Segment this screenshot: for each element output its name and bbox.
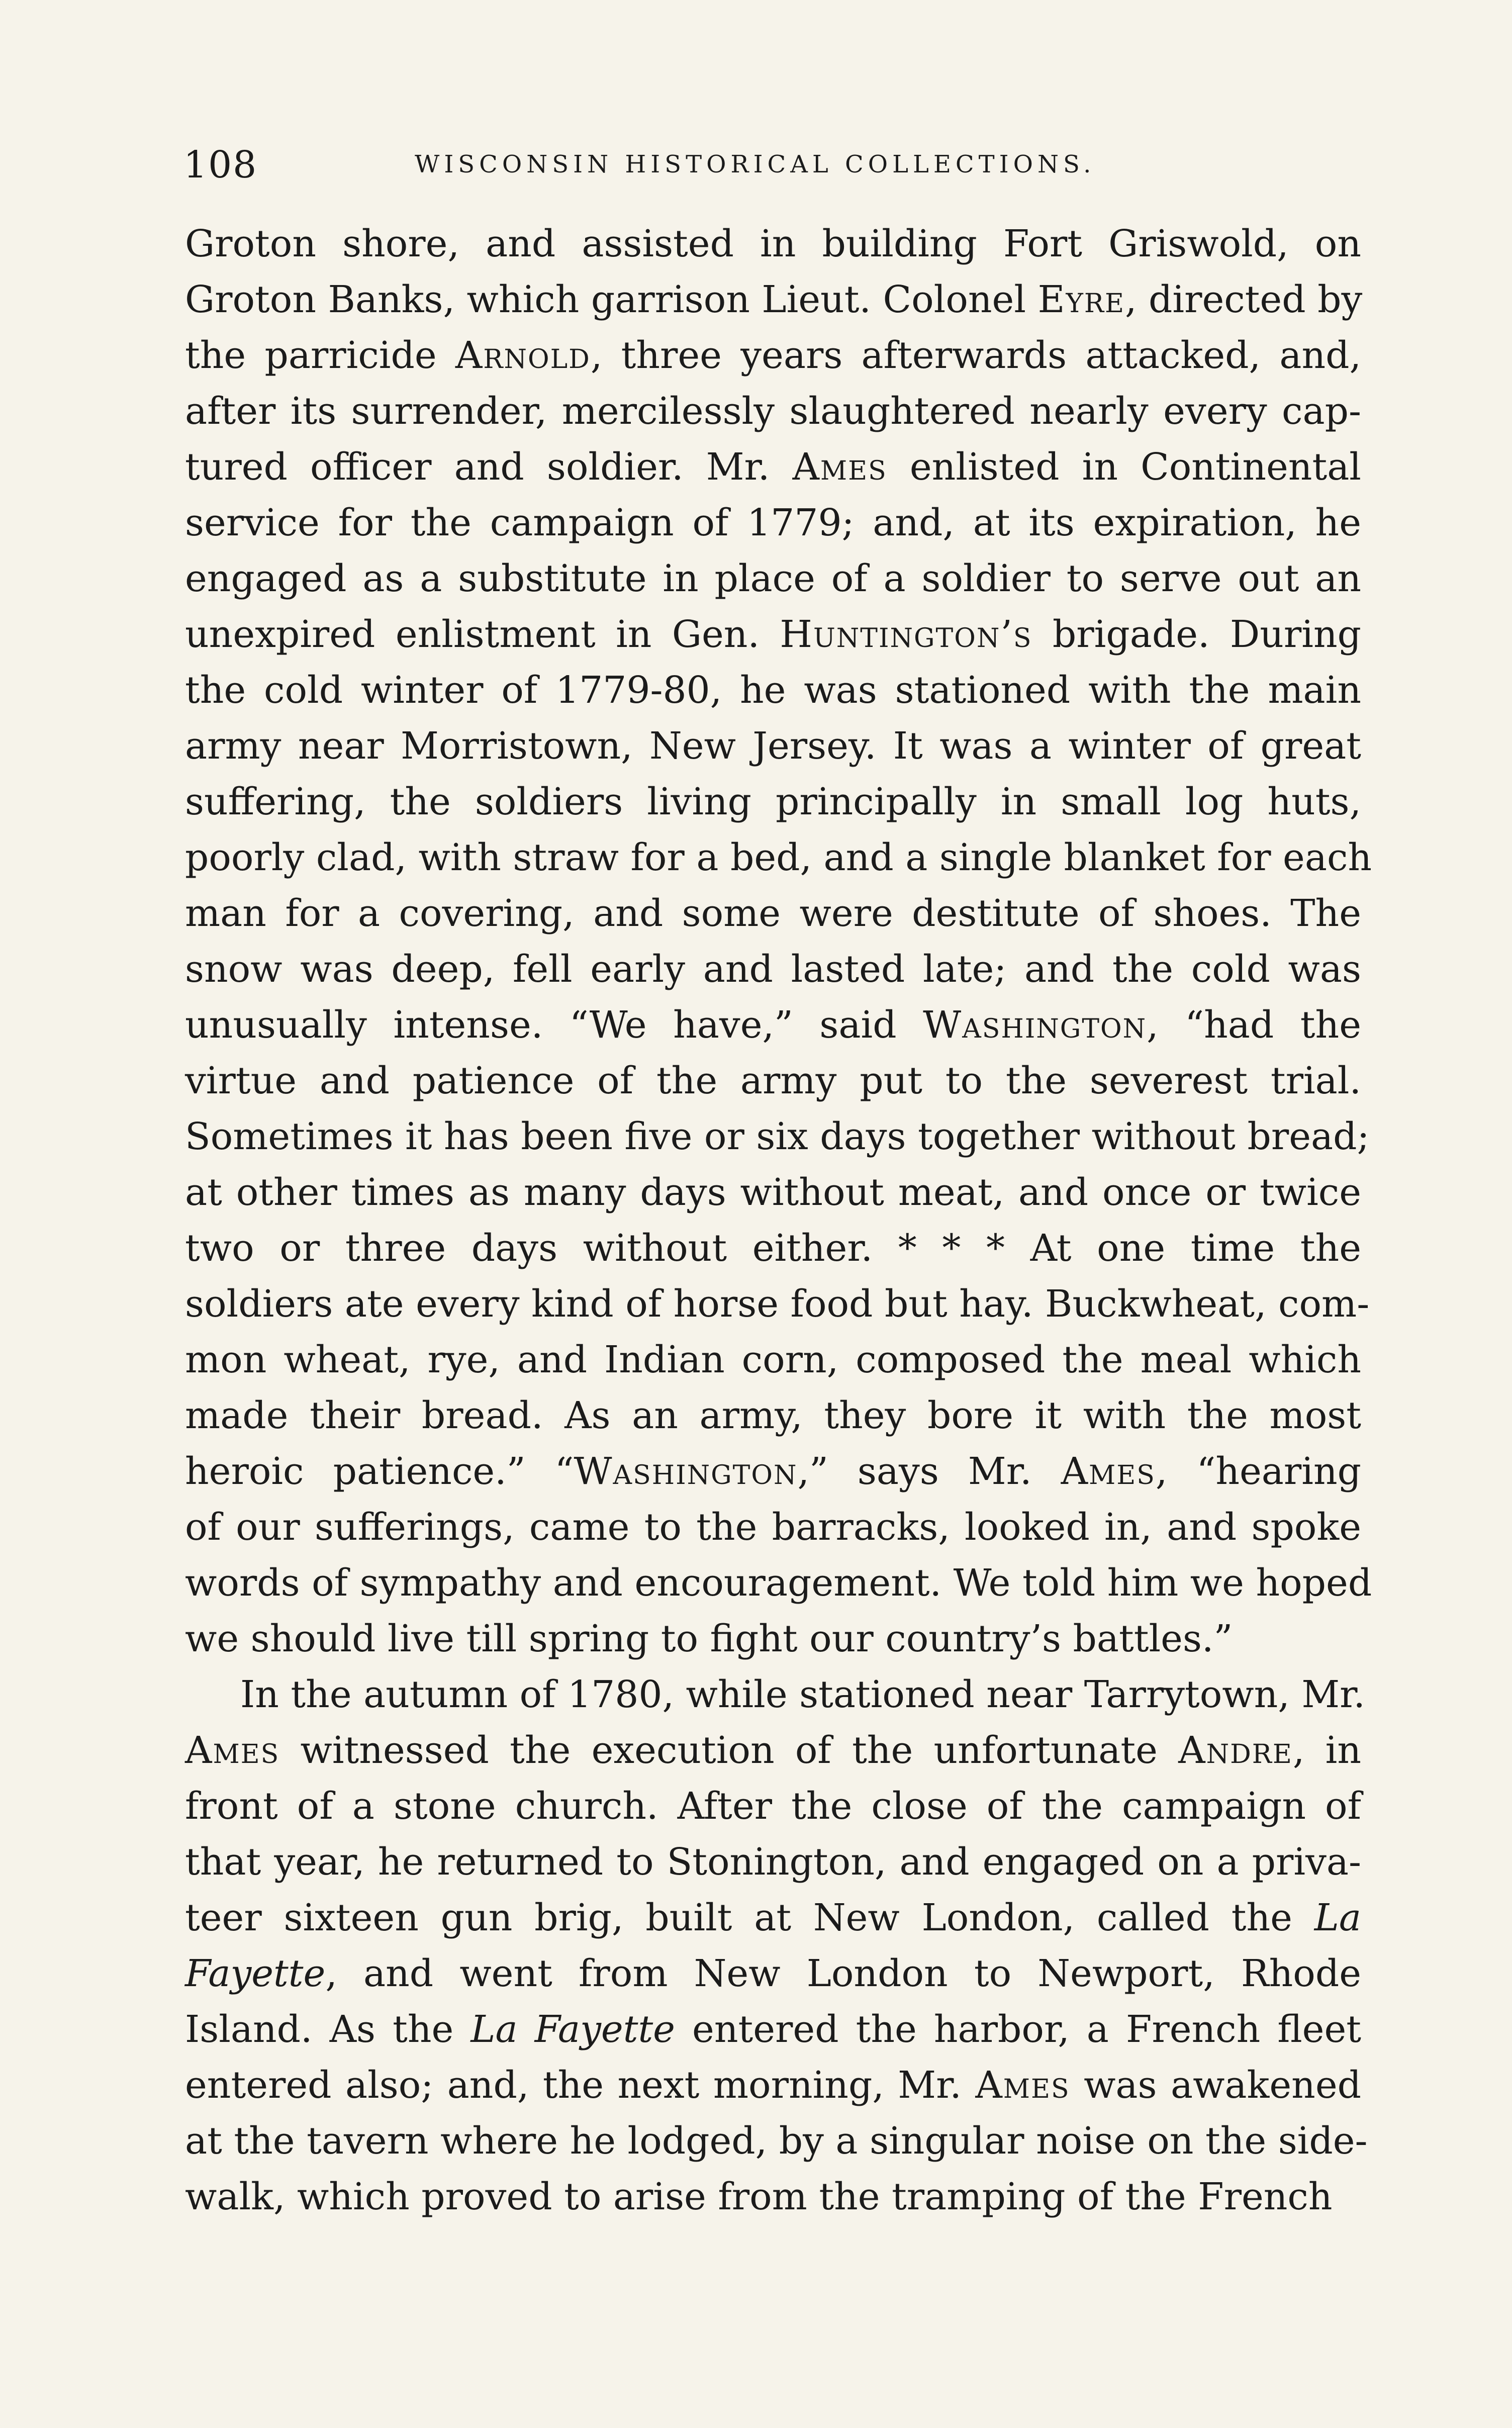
text-run: the cold winter of 1779-80, he was stationed with the main (185, 669, 1361, 712)
text-line (185, 1276, 1370, 1332)
text-line (185, 551, 1361, 607)
text-run: unusually intense. “We have,” said (185, 1003, 923, 1047)
text-line (185, 607, 1361, 663)
text-run: virtue and patience of the army put to the severest trial. (185, 1059, 1361, 1102)
text-run: Groton shore, and assisted in building Fort Griswold, on (185, 222, 1361, 265)
text-run: entered the harbor, a French fleet (675, 2008, 1361, 2051)
text-run: poorly clad, with straw for a bed, and a single blanket for each (185, 836, 1372, 879)
text-run: of our sufferings, came to the barracks, looked in, and spoke (185, 1506, 1361, 1549)
small-caps-name: Ames (792, 445, 887, 489)
text-run: witnessed the execution of the unfortunate (279, 1729, 1179, 1772)
text-run: snow was deep, fell early and lasted late; and the cold was (185, 948, 1361, 991)
text-run: , “had the (1147, 1003, 1361, 1047)
text-run: we should live till spring to fight our country’s battles.” (185, 1617, 1233, 1660)
small-caps-name: Ames (1061, 1450, 1156, 1493)
text-run: brigade. During (1032, 613, 1361, 656)
text-line (185, 663, 1361, 718)
text-line (185, 384, 1361, 439)
text-line (185, 1500, 1361, 1555)
text-line (185, 1946, 1361, 2002)
text-line (185, 1723, 1361, 1779)
text-line (185, 1667, 1365, 1723)
text-run: , in (1292, 1729, 1362, 1772)
text-run: heroic patience.” “ (185, 1450, 574, 1493)
text-line (185, 1221, 1361, 1276)
text-line (185, 830, 1372, 886)
text-run: front of a stone church. After the close of the campaign of (185, 1785, 1361, 1828)
text-line (185, 774, 1361, 830)
text-line (185, 1109, 1370, 1165)
running-title: WISCONSIN HISTORICAL COLLECTIONS. (415, 150, 1096, 178)
text-line (185, 1388, 1361, 1444)
text-line (185, 1779, 1361, 1834)
small-caps-name: Huntington’s (780, 613, 1032, 656)
small-caps-name: Ames (185, 1729, 280, 1772)
small-caps-name: Andre (1178, 1729, 1293, 1772)
text-run: enlisted in Continental (887, 445, 1361, 489)
text-run: , “hearing (1155, 1450, 1361, 1493)
page-number: 108 (183, 143, 258, 186)
text-run: words of sympathy and encouragement. We told him we hoped (185, 1561, 1372, 1605)
text-line (185, 328, 1361, 384)
small-caps-name: Eyre (1037, 278, 1125, 321)
text-line (185, 997, 1361, 1053)
text-run: soldiers ate every kind of horse food but hay. Buckwheat, com- (185, 1282, 1370, 1326)
text-line (185, 1555, 1372, 1611)
text-line (185, 2002, 1361, 2058)
text-run: teer sixteen gun brig, built at New London, called the (185, 1896, 1314, 1939)
text-line (185, 1053, 1361, 1109)
text-run: , and went from New London to Newport, Rhode (325, 1952, 1361, 1995)
text-line (185, 1611, 1361, 1667)
text-run: that year, he returned to Stonington, and engaged on a priva- (185, 1840, 1361, 1884)
text-run: at other times as many days without meat, and once or twice (185, 1171, 1361, 1214)
text-run: Island. As the (185, 2008, 471, 2051)
text-line (185, 1165, 1361, 1221)
text-run: man for a covering, and some were destitute of shoes. The (185, 892, 1361, 935)
text-run: Sometimes it has been five or six days together without bread; (185, 1115, 1370, 1158)
text-run: Groton Banks, which garrison Lieut. Colonel (185, 278, 1038, 321)
text-run: two or three days without either. * * * At one time the (185, 1227, 1361, 1270)
text-line (185, 272, 1361, 328)
text-line (185, 718, 1361, 774)
text-run: unexpired enlistment in Gen. (185, 613, 780, 656)
small-caps-name: Washington (574, 1450, 798, 1493)
text-run: was awakened (1070, 2064, 1362, 2107)
small-caps-name: Ames (975, 2064, 1070, 2107)
italic-ship-name: La (1314, 1896, 1361, 1939)
text-line (185, 886, 1361, 942)
text-line (185, 2058, 1361, 2113)
text-run: In the autumn of 1780, while stationed near Tarrytown, Mr. (240, 1673, 1365, 1716)
italic-ship-name: Fayette (185, 1952, 326, 1995)
text-line (185, 942, 1361, 997)
text-run: the parricide (185, 334, 455, 377)
text-line (185, 1444, 1361, 1500)
text-run: after its surrender, mercilessly slaughtered nearly every cap- (185, 390, 1361, 433)
text-run: , three years afterwards attacked, and, (590, 334, 1362, 377)
text-line (185, 495, 1361, 551)
text-line (185, 439, 1361, 495)
text-run: army near Morristown, New Jersey. It was a winter of great (185, 724, 1361, 768)
text-run: at the tavern where he lodged, by a singular noise on the side- (185, 2119, 1368, 2163)
text-run: walk, which proved to arise from the tramping of the French (185, 2175, 1333, 2218)
text-run: made their bread. As an army, they bore it with the most (185, 1394, 1361, 1437)
text-line (185, 1890, 1361, 1946)
text-line (185, 1332, 1361, 1388)
small-caps-name: Washington (923, 1003, 1147, 1047)
text-run: suffering, the soldiers living principally in small log huts, (185, 780, 1361, 823)
text-line (185, 216, 1361, 272)
text-run: service for the campaign of 1779; and, at its expiration, he (185, 501, 1361, 544)
text-line (185, 2169, 1361, 2225)
text-run: tured officer and soldier. Mr. (185, 445, 793, 489)
text-run: entered also; and, the next morning, Mr. (185, 2064, 976, 2107)
text-line (185, 2113, 1368, 2169)
text-run: ,” says Mr. (797, 1450, 1061, 1493)
page-header (183, 143, 1365, 189)
text-line (185, 1834, 1361, 1890)
text-run: , directed by (1124, 278, 1363, 321)
small-caps-name: Arnold (455, 334, 591, 377)
text-run: mon wheat, rye, and Indian corn, composed the meal which (185, 1338, 1361, 1381)
italic-ship-name: La Fayette (470, 2008, 675, 2051)
body-text (185, 216, 1372, 2225)
text-run: engaged as a substitute in place of a soldier to serve out an (185, 557, 1361, 600)
